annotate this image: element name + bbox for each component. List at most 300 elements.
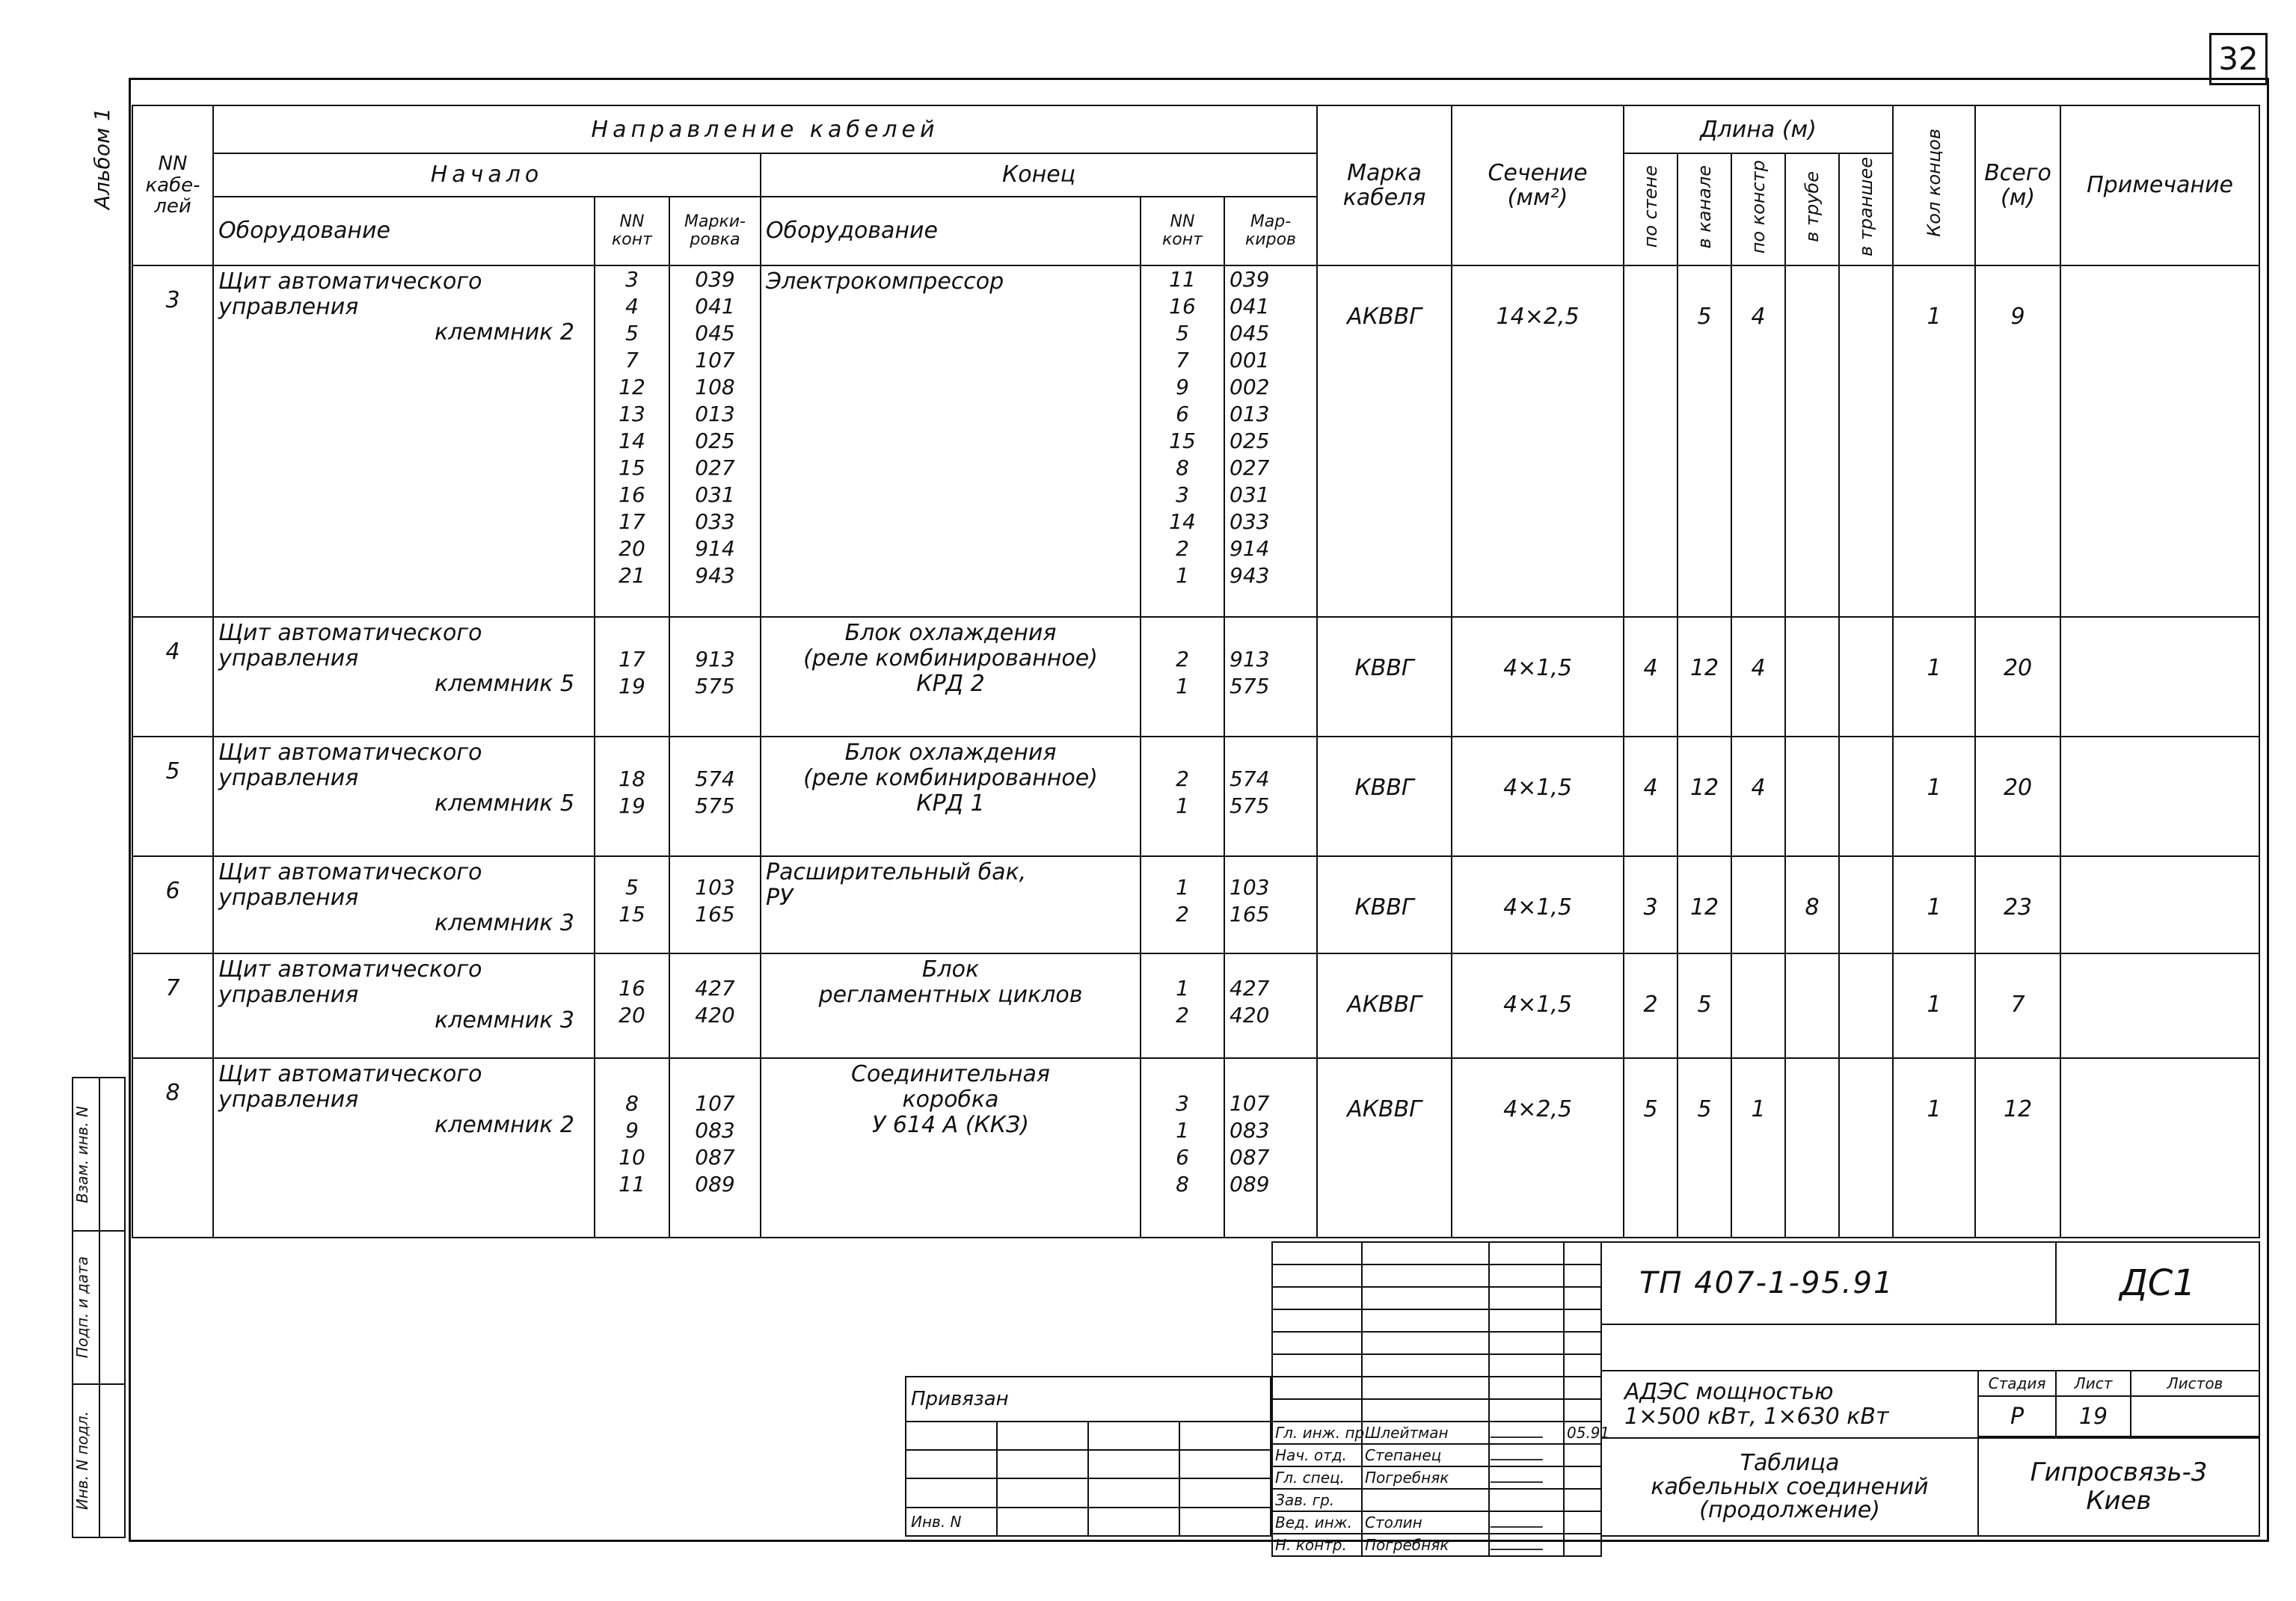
cell-brand: КВВГ — [1317, 737, 1452, 856]
end-equipment-line: Блок — [921, 956, 980, 983]
end-kont-line: 1 — [1176, 1117, 1189, 1143]
cable-number: 4 — [132, 617, 213, 737]
cable-number: 8 — [132, 1058, 213, 1238]
start-marking-line: 103 — [695, 874, 735, 900]
cell-pipe — [1785, 737, 1839, 856]
start-kont-line: 17 — [618, 646, 645, 672]
len-pipe-label: в трубе — [1802, 171, 1823, 242]
start-kont-line: 7 — [625, 347, 639, 372]
end-marking-line: 027 — [1230, 455, 1270, 480]
end-equipment-line: (реле комбинированное) — [803, 645, 1098, 672]
col-start-kont: NN конт — [595, 197, 669, 265]
start-marking-line: 013 — [695, 401, 735, 426]
cell-ends: 1 — [1893, 737, 1975, 856]
end-kont-line: 16 — [1169, 293, 1196, 319]
cell-section: 4×1,5 — [1452, 737, 1624, 856]
signature-mark — [1490, 1517, 1546, 1528]
start-marking-line: 087 — [695, 1144, 735, 1170]
end-kont-line: 1 — [1176, 673, 1189, 698]
end-marking-line: 420 — [1230, 1002, 1270, 1027]
end-equipment — [761, 953, 1141, 1058]
end-marking-line: 045 — [1230, 320, 1270, 345]
end-equipment-line: коробка — [902, 1086, 999, 1113]
end-kont-line: 9 — [1176, 374, 1189, 399]
stamp-name: Столин — [1362, 1511, 1489, 1534]
stamp-name: Погребняк — [1362, 1466, 1489, 1489]
signature-mark — [1490, 1472, 1546, 1483]
end-marking-line: 575 — [1230, 673, 1270, 698]
tied-label: Привязан — [906, 1377, 1271, 1422]
end-marking-line: 083 — [1230, 1117, 1270, 1143]
end-equipment-line: Блок охлаждения — [844, 739, 1057, 766]
cable-number: 7 — [132, 953, 213, 1058]
end-kont-line: 6 — [1176, 1144, 1189, 1170]
start-marking-line: 943 — [695, 562, 735, 588]
end-equipment-line: Расширительный бак, — [766, 858, 1027, 885]
start-kont-line: 3 — [625, 266, 639, 292]
cell-brand: КВВГ — [1317, 617, 1452, 737]
start-marking-line: 107 — [695, 1090, 735, 1116]
end-kont — [1141, 617, 1224, 737]
tied-box — [905, 1376, 1271, 1537]
cell-channel: 5 — [1678, 265, 1731, 617]
end-kont-line: 1 — [1176, 793, 1189, 818]
start-marking-line: 108 — [695, 374, 735, 399]
cell-wall: 2 — [1624, 953, 1678, 1058]
start-kont-line: 11 — [618, 1171, 645, 1196]
cell-brand: АКВВГ — [1317, 265, 1452, 617]
col-note: Примечание — [2060, 105, 2259, 265]
end-marking-line: 033 — [1230, 508, 1270, 534]
stamp-date: 05.91 — [1564, 1422, 1601, 1444]
table-row — [132, 265, 2259, 617]
end-kont-line: 8 — [1176, 1171, 1189, 1196]
end-kont — [1141, 737, 1224, 856]
start-equipment-line: Щит автоматического — [218, 739, 482, 766]
len-channel-label: в канале — [1694, 165, 1716, 249]
start-marking-line: 420 — [695, 1002, 735, 1027]
end-equipment — [761, 737, 1141, 856]
start-kont-line: 5 — [625, 874, 639, 900]
end-equipment-line: КРД 2 — [916, 670, 985, 697]
start-equipment-line: клеммник 3 — [435, 1007, 574, 1033]
signature-mark — [1490, 1450, 1546, 1460]
start-equipment-line: управления — [218, 1086, 359, 1113]
col-len-pipe — [1785, 153, 1839, 265]
cell-note — [2060, 953, 2259, 1058]
cell-pipe — [1785, 265, 1839, 617]
col-start: Начало — [213, 153, 761, 197]
start-marking-line: 089 — [695, 1171, 735, 1196]
start-equipment-line: управления — [218, 293, 359, 320]
start-kont-line: 10 — [618, 1144, 645, 1170]
col-nn-cables: NN кабе- лей — [132, 105, 213, 265]
signature-mark — [1490, 1540, 1546, 1550]
cell-brand: АКВВГ — [1317, 1058, 1452, 1238]
cell-constr: 4 — [1731, 265, 1785, 617]
cell-total: 20 — [1975, 737, 2060, 856]
col-len-wall — [1624, 153, 1678, 265]
start-marking — [669, 737, 761, 856]
end-kont — [1141, 265, 1224, 617]
cell-trench — [1839, 737, 1893, 856]
start-kont-line: 20 — [618, 535, 645, 561]
col-direction: Направление кабелей — [213, 105, 1317, 153]
start-marking-line: 574 — [695, 766, 735, 791]
start-equipment — [213, 953, 595, 1058]
cell-channel: 12 — [1678, 856, 1731, 953]
col-len-channel — [1678, 153, 1731, 265]
end-equipment — [761, 617, 1141, 737]
end-marking-line: 031 — [1230, 482, 1270, 507]
cell-note — [2060, 265, 2259, 617]
cell-note — [2060, 856, 2259, 953]
start-equipment-line: управления — [218, 884, 359, 911]
stage-label: Стадия — [1978, 1371, 2056, 1396]
cell-constr: 1 — [1731, 1058, 1785, 1238]
start-marking — [669, 953, 761, 1058]
len-trench-label: в траншее — [1855, 157, 1877, 256]
end-equipment-line: Соединительная — [851, 1060, 1050, 1087]
col-cable-brand: Марка кабеля — [1317, 105, 1452, 265]
side-stamp-sign-date: Подп. и дата — [73, 1256, 91, 1359]
col-section: Сечение (мм²) — [1452, 105, 1624, 265]
end-marking-line: 089 — [1230, 1171, 1270, 1196]
start-equipment — [213, 737, 595, 856]
side-stamp-replaced-inv: Взам. инв. N — [73, 1105, 91, 1203]
start-kont-line: 17 — [618, 508, 645, 534]
start-marking-line: 027 — [695, 455, 735, 480]
start-kont-line: 13 — [618, 401, 645, 426]
start-equipment — [213, 617, 595, 737]
start-marking-line: 165 — [695, 901, 735, 927]
cable-number: 6 — [132, 856, 213, 953]
end-marking — [1224, 953, 1317, 1058]
end-marking — [1224, 856, 1317, 953]
stamp-name: Шлейтман — [1362, 1422, 1489, 1444]
start-kont-line: 4 — [625, 293, 639, 319]
cell-section: 4×1,5 — [1452, 856, 1624, 953]
len-constr-label: по констр — [1748, 159, 1769, 254]
cable-table — [132, 105, 2260, 1238]
start-equipment — [213, 1058, 595, 1238]
stamp-role: Гл. инж. пр. — [1272, 1422, 1362, 1444]
cell-trench — [1839, 856, 1893, 953]
end-marking-line: 013 — [1230, 401, 1270, 426]
start-marking-line: 039 — [695, 266, 735, 292]
side-stamp — [72, 1077, 126, 1538]
table-row — [132, 856, 2259, 953]
end-marking-line: 913 — [1230, 646, 1270, 672]
end-equipment — [761, 856, 1141, 953]
cell-trench — [1839, 953, 1893, 1058]
cell-pipe: 8 — [1785, 856, 1839, 953]
cell-ends: 1 — [1893, 953, 1975, 1058]
cell-note — [2060, 617, 2259, 737]
start-kont-line: 19 — [618, 793, 645, 818]
start-equipment-line: управления — [218, 645, 359, 672]
start-marking-line: 033 — [695, 508, 735, 534]
cell-pipe — [1785, 617, 1839, 737]
table-row — [132, 617, 2259, 737]
start-equipment-line: Щит автоматического — [218, 858, 482, 885]
end-kont-line: 2 — [1176, 646, 1189, 672]
cell-channel: 12 — [1678, 737, 1731, 856]
cell-constr — [1731, 953, 1785, 1058]
cell-note — [2060, 737, 2259, 856]
start-kont-line: 15 — [618, 901, 645, 927]
cell-total: 7 — [1975, 953, 2060, 1058]
end-marking — [1224, 265, 1317, 617]
stamp-role: Вед. инж. — [1272, 1511, 1362, 1534]
cell-total: 20 — [1975, 617, 2060, 737]
col-end-kont: NN конт — [1141, 197, 1224, 265]
start-marking-line: 041 — [695, 293, 735, 319]
col-start-marking: Марки- ровка — [669, 197, 761, 265]
col-start-equipment: Оборудование — [213, 197, 595, 265]
cell-channel: 12 — [1678, 617, 1731, 737]
table-row — [132, 953, 2259, 1058]
start-kont — [595, 737, 669, 856]
start-marking-line: 913 — [695, 646, 735, 672]
end-kont — [1141, 1058, 1224, 1238]
cell-pipe — [1785, 1058, 1839, 1238]
start-equipment-line: управления — [218, 764, 359, 791]
end-kont-line: 11 — [1169, 266, 1196, 292]
cell-total: 23 — [1975, 856, 2060, 953]
end-marking — [1224, 1058, 1317, 1238]
end-marking-line: 039 — [1230, 266, 1270, 292]
end-kont-line: 1 — [1176, 562, 1189, 588]
end-kont-line: 2 — [1176, 535, 1189, 561]
cell-trench — [1839, 1058, 1893, 1238]
len-wall-label: по стене — [1640, 165, 1662, 248]
start-equipment — [213, 856, 595, 953]
cable-number: 3 — [132, 265, 213, 617]
start-marking-line: 107 — [695, 347, 735, 372]
end-kont-line: 15 — [1169, 428, 1196, 453]
start-equipment-line: клеммник 2 — [435, 319, 574, 345]
title-block-main — [1600, 1241, 2260, 1537]
end-equipment-line: У 614 А (ККЗ) — [872, 1111, 1029, 1138]
end-marking-line: 165 — [1230, 901, 1270, 927]
cell-trench — [1839, 617, 1893, 737]
end-kont-line: 3 — [1176, 1090, 1189, 1116]
end-marking-line: 107 — [1230, 1090, 1270, 1116]
cell-constr: 4 — [1731, 617, 1785, 737]
end-kont-line: 5 — [1176, 320, 1189, 345]
cell-section: 4×1,5 — [1452, 953, 1624, 1058]
col-len-constr — [1731, 153, 1785, 265]
end-equipment-line: КРД 1 — [916, 790, 985, 817]
start-equipment-line: Щит автоматического — [218, 1060, 482, 1087]
stamp-role: Н. контр. — [1272, 1534, 1362, 1556]
end-kont-line: 7 — [1176, 347, 1189, 372]
start-equipment-line: клеммник 5 — [435, 790, 574, 817]
inv-label: Инв. N — [906, 1508, 997, 1536]
cell-ends: 1 — [1893, 265, 1975, 617]
cell-ends: 1 — [1893, 617, 1975, 737]
col-total: Всего (м) — [1975, 105, 2060, 265]
sheets-label: Листов — [2131, 1371, 2259, 1396]
end-equipment-line: регламентных циклов — [818, 981, 1083, 1008]
start-kont-line: 20 — [618, 1002, 645, 1027]
table-row — [132, 1058, 2259, 1238]
end-marking-line: 087 — [1230, 1144, 1270, 1170]
start-marking-line: 083 — [695, 1117, 735, 1143]
table-row — [132, 737, 2259, 856]
cell-section: 4×1,5 — [1452, 617, 1624, 737]
start-kont-line: 8 — [625, 1090, 639, 1116]
cell-section: 4×2,5 — [1452, 1058, 1624, 1238]
cell-wall — [1624, 265, 1678, 617]
cable-rows — [132, 265, 2259, 1238]
cell-pipe — [1785, 953, 1839, 1058]
start-equipment-line: клеммник 3 — [435, 909, 574, 936]
cell-wall: 4 — [1624, 617, 1678, 737]
start-equipment-line: Щит автоматического — [218, 956, 482, 983]
start-kont-line: 16 — [618, 482, 645, 507]
start-kont — [595, 953, 669, 1058]
end-equipment-line: Электрокомпрессор — [766, 268, 1004, 295]
cell-ends: 1 — [1893, 1058, 1975, 1238]
start-marking-line: 427 — [695, 975, 735, 1001]
start-kont-line: 15 — [618, 455, 645, 480]
cell-brand: АКВВГ — [1317, 953, 1452, 1058]
end-marking — [1224, 737, 1317, 856]
start-kont — [595, 265, 669, 617]
sheet-title: Таблица кабельных соединений (продолжение) — [1601, 1438, 1978, 1536]
start-kont-line: 19 — [618, 673, 645, 698]
stamp-name — [1362, 1489, 1489, 1511]
start-kont-line: 9 — [625, 1117, 639, 1143]
start-kont-line: 5 — [625, 320, 639, 345]
cell-section: 14×2,5 — [1452, 265, 1624, 617]
start-kont-line: 18 — [618, 766, 645, 791]
start-kont-line: 21 — [618, 562, 645, 588]
end-kont-line: 2 — [1176, 766, 1189, 791]
end-marking-line: 025 — [1230, 428, 1270, 453]
album-label: Альбом 1 — [90, 108, 114, 209]
end-marking-line: 575 — [1230, 793, 1270, 818]
start-kont-line: 12 — [618, 374, 645, 399]
start-marking-line: 025 — [695, 428, 735, 453]
col-length: Длина (м) — [1624, 105, 1893, 153]
col-ends-count — [1893, 105, 1975, 265]
start-kont — [595, 1058, 669, 1238]
end-equipment-line: РУ — [766, 884, 794, 911]
cell-constr — [1731, 856, 1785, 953]
end-equipment — [761, 265, 1141, 617]
end-kont-line: 8 — [1176, 455, 1189, 480]
start-kont — [595, 856, 669, 953]
end-kont-line: 1 — [1176, 975, 1189, 1001]
sheet-code: ДС1 — [2056, 1242, 2259, 1324]
end-marking-line: 427 — [1230, 975, 1270, 1001]
start-marking-line: 031 — [695, 482, 735, 507]
start-kont-line: 16 — [618, 975, 645, 1001]
stage-value: Р — [1978, 1396, 2056, 1436]
start-marking — [669, 1058, 761, 1238]
col-end: Конец — [761, 153, 1317, 197]
start-marking-line: 575 — [695, 793, 735, 818]
start-equipment-line: клеммник 2 — [435, 1111, 574, 1138]
start-equipment-line: Щит автоматического — [218, 268, 482, 295]
start-equipment-line: клеммник 5 — [435, 670, 574, 697]
cell-channel: 5 — [1678, 1058, 1731, 1238]
start-marking — [669, 856, 761, 953]
start-marking — [669, 617, 761, 737]
stamp-name: Погребняк — [1362, 1534, 1489, 1556]
start-equipment — [213, 265, 595, 617]
stamp-role: Гл. спец. — [1272, 1466, 1362, 1489]
ends-count-label: Кол концов — [1924, 129, 1945, 237]
col-end-equipment: Оборудование — [761, 197, 1141, 265]
signature-mark — [1490, 1428, 1546, 1438]
end-equipment-line: Блок охлаждения — [844, 619, 1057, 646]
end-marking — [1224, 617, 1317, 737]
side-stamp-orig-inv: Инв. N подл. — [73, 1411, 91, 1511]
end-marking-line: 001 — [1230, 347, 1270, 372]
stamp-name: Степанец — [1362, 1444, 1489, 1466]
sheet-label: Лист — [2056, 1371, 2131, 1396]
start-equipment-line: управления — [218, 981, 359, 1008]
start-kont-line: 14 — [618, 428, 645, 453]
end-kont-line: 3 — [1176, 482, 1189, 507]
doc-code: ТП 407-1-95.91 — [1601, 1242, 2056, 1324]
end-kont-line: 1 — [1176, 874, 1189, 900]
end-kont-line: 14 — [1169, 508, 1196, 534]
start-marking-line: 575 — [695, 673, 735, 698]
cell-brand: КВВГ — [1317, 856, 1452, 953]
end-marking-line: 103 — [1230, 874, 1270, 900]
cell-total: 9 — [1975, 265, 2060, 617]
cell-constr: 4 — [1731, 737, 1785, 856]
cell-note — [2060, 1058, 2259, 1238]
start-marking — [669, 265, 761, 617]
end-kont-line: 6 — [1176, 401, 1189, 426]
cell-wall: 4 — [1624, 737, 1678, 856]
cable-number: 5 — [132, 737, 213, 856]
page-number: 32 — [2209, 33, 2268, 85]
cell-trench — [1839, 265, 1893, 617]
end-kont-line: 2 — [1176, 901, 1189, 927]
organization: Гипросвязь-3 Киев — [1978, 1438, 2259, 1536]
end-marking-line: 914 — [1230, 535, 1270, 561]
cell-ends: 1 — [1893, 856, 1975, 953]
end-kont-line: 2 — [1176, 1002, 1189, 1027]
start-marking-line: 045 — [695, 320, 735, 345]
col-end-marking: Мар- киров — [1224, 197, 1317, 265]
stamp-role: Нач. отд. — [1272, 1444, 1362, 1466]
col-len-trench — [1839, 153, 1893, 265]
end-kont — [1141, 953, 1224, 1058]
cell-total: 12 — [1975, 1058, 2060, 1238]
end-marking-line: 002 — [1230, 374, 1270, 399]
signature-grid — [1271, 1241, 1610, 1557]
title-block — [1271, 1241, 2259, 1554]
sheet-value: 19 — [2056, 1396, 2131, 1436]
end-marking-line: 041 — [1230, 293, 1270, 319]
start-kont — [595, 617, 669, 737]
start-equipment-line: Щит автоматического — [218, 619, 482, 646]
end-equipment — [761, 1058, 1141, 1238]
end-marking-line: 574 — [1230, 766, 1270, 791]
cell-wall: 5 — [1624, 1058, 1678, 1238]
cell-wall: 3 — [1624, 856, 1678, 953]
cell-channel: 5 — [1678, 953, 1731, 1058]
end-equipment-line: (реле комбинированное) — [803, 764, 1098, 791]
